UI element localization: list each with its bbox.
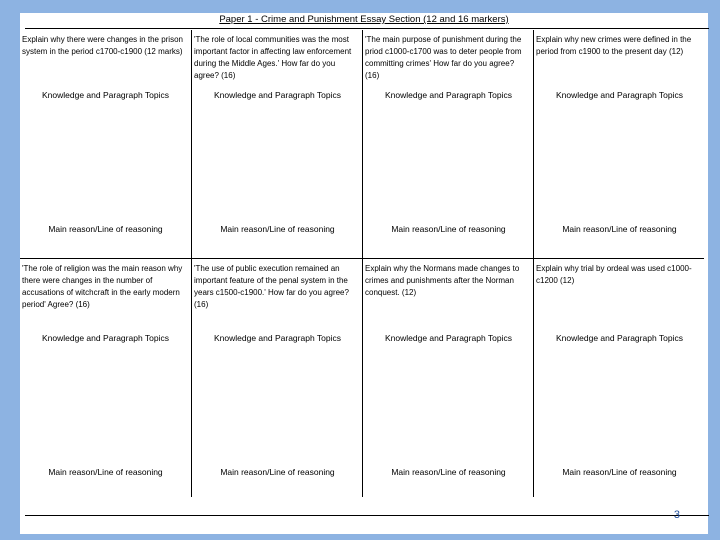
main-reason-heading: Main reason/Line of reasoning <box>220 467 335 477</box>
question-text: Explain why trial by ordeal was used c1000-c1200 (12) <box>536 264 692 285</box>
knowledge-heading: Knowledge and Paragraph Topics <box>385 90 512 100</box>
page-number: 3 <box>673 509 680 521</box>
page-title: Paper 1 - Crime and Punishment Essay Section (12 and 16 markers) <box>219 14 509 25</box>
question-cell <box>533 30 704 258</box>
question-text: Explain why the Normans made changes to crimes and punishments after the Norman conquest. (12) <box>365 264 520 297</box>
worksheet-page <box>20 13 708 534</box>
question-cell <box>362 30 533 258</box>
question-cell <box>533 259 704 497</box>
main-reason-heading: Main reason/Line of reasoning <box>391 224 506 234</box>
question-text: 'The use of public execution remained an important feature of the penal system in the years c1500-c1900.' How far do you agree? (16) <box>194 264 349 309</box>
question-text: 'The role of local communities was the most important factor in affecting law enforcement during the Middle Ages.' How far do you agree? (16) <box>194 35 352 80</box>
question-cell <box>20 30 191 258</box>
knowledge-heading: Knowledge and Paragraph Topics <box>214 90 341 100</box>
knowledge-heading: Knowledge and Paragraph Topics <box>42 90 169 100</box>
question-cell <box>20 259 191 497</box>
knowledge-heading: Knowledge and Paragraph Topics <box>556 333 683 343</box>
grid-row-1 <box>20 30 704 259</box>
question-text: Explain why new crimes were defined in the period from c1900 to the present day (12) <box>536 35 692 56</box>
question-text: Explain why there were changes in the prison system in the period c1700-c1900 (12 marks) <box>22 35 183 56</box>
knowledge-heading: Knowledge and Paragraph Topics <box>385 333 512 343</box>
main-reason-heading: Main reason/Line of reasoning <box>562 224 677 234</box>
grid-row-2 <box>20 259 704 497</box>
question-cell <box>191 259 362 497</box>
question-text: 'The main purpose of punishment during the priod c1000-c1700 was to deter people from committing crimes' How far do you agree? (16) <box>365 35 522 80</box>
knowledge-heading: Knowledge and Paragraph Topics <box>556 90 683 100</box>
question-cell <box>362 259 533 497</box>
main-reason-heading: Main reason/Line of reasoning <box>48 224 163 234</box>
main-reason-heading: Main reason/Line of reasoning <box>220 224 335 234</box>
question-cell <box>191 30 362 258</box>
knowledge-heading: Knowledge and Paragraph Topics <box>42 333 169 343</box>
knowledge-heading: Knowledge and Paragraph Topics <box>214 333 341 343</box>
main-reason-heading: Main reason/Line of reasoning <box>562 467 677 477</box>
main-reason-heading: Main reason/Line of reasoning <box>48 467 163 477</box>
main-reason-heading: Main reason/Line of reasoning <box>391 467 506 477</box>
question-text: 'The role of religion was the main reason why there were changes in the number of accusations of witchcraft in the early modern period' Agree? (16) <box>22 264 183 309</box>
